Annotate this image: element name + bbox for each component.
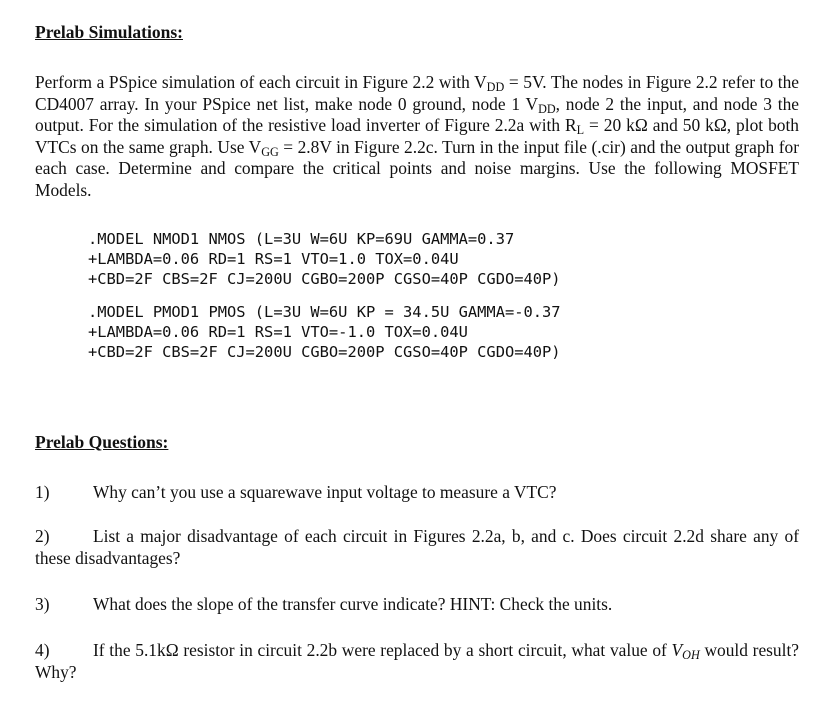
vdd-subscript: DD bbox=[486, 80, 505, 95]
nmos-model-line: .MODEL NMOD1 NMOS (L=3U W=6U KP=69U GAMMA=0.37 bbox=[88, 230, 515, 248]
simulation-instructions-paragraph bbox=[35, 72, 799, 201]
question-text: If the 5.1kΩ resistor in circuit 2.2b were replaced by a short circuit, what value of bbox=[93, 640, 672, 660]
intro-text-3: , node 2 the input, and node 3 the output. For the simulation of the resistive load inverter of Figure 2.2a with R bbox=[35, 93, 799, 135]
nmos-model-line: +LAMBDA=0.06 RD=1 RS=1 VTO=1.0 TOX=0.04U bbox=[88, 250, 459, 268]
question-text: List a major disadvantage of each circuit in Figures 2.2a, b, and c. Does circuit 2.2d share any of these disadvantages? bbox=[35, 526, 799, 568]
question-text: Why can’t you use a squarewave input voltage to measure a VTC? bbox=[93, 482, 557, 502]
question-1 bbox=[35, 482, 799, 504]
prelab-questions-heading: Prelab Questions: bbox=[35, 432, 169, 452]
question-2 bbox=[35, 526, 799, 569]
pmos-model-line: +CBD=2F CBS=2F CJ=200U CGBO=200P CGSO=40P CGDO=40P) bbox=[88, 343, 561, 361]
question-number: 2) bbox=[35, 526, 50, 546]
intro-text-1: Perform a PSpice simulation of each circuit in Figure 2.2 with V bbox=[35, 72, 487, 92]
question-number: 3) bbox=[35, 594, 50, 614]
nmos-model-block bbox=[88, 229, 561, 289]
prelab-simulations-heading: Prelab Simulations: bbox=[35, 22, 183, 42]
vgg-subscript: GG bbox=[261, 144, 279, 159]
pmos-model-block bbox=[88, 302, 561, 362]
question-text-end: would result? Why? bbox=[35, 640, 800, 682]
nmos-model-line: +CBD=2F CBS=2F CJ=200U CGBO=200P CGSO=40P CGDO=40P) bbox=[88, 270, 561, 288]
question-text: What does the slope of the transfer curve indicate? HINT: Check the units. bbox=[93, 594, 613, 614]
intro-text-4: = 20 kΩ and 50 kΩ, plot both VTCs on the same graph. Use V bbox=[35, 115, 799, 157]
vdd-subscript-2: DD bbox=[538, 101, 556, 116]
voh-symbol: V bbox=[671, 640, 683, 660]
pmos-model-line: .MODEL PMOD1 PMOS (L=3U W=6U KP = 34.5U GAMMA=-0.37 bbox=[88, 303, 561, 321]
question-3 bbox=[35, 594, 799, 616]
voh-subscript: OH bbox=[682, 648, 700, 663]
question-number: 1) bbox=[35, 482, 50, 502]
question-number: 4) bbox=[35, 640, 50, 660]
question-4 bbox=[35, 640, 799, 683]
pmos-model-line: +LAMBDA=0.06 RD=1 RS=1 VTO=-1.0 TOX=0.04U bbox=[88, 323, 468, 341]
intro-text-5: = 2.8V in Figure 2.2c. Turn in the input file (.cir) and the output graph for each case. Determine and compare the critical points and noise margins. Use the following MOSFET Models. bbox=[35, 136, 799, 200]
intro-text-2: = 5V. The nodes in Figure 2.2 refer to the CD4007 array. In your PSpice net list, make node 0 ground, node 1 V bbox=[35, 72, 799, 114]
rl-subscript: L bbox=[576, 123, 585, 138]
